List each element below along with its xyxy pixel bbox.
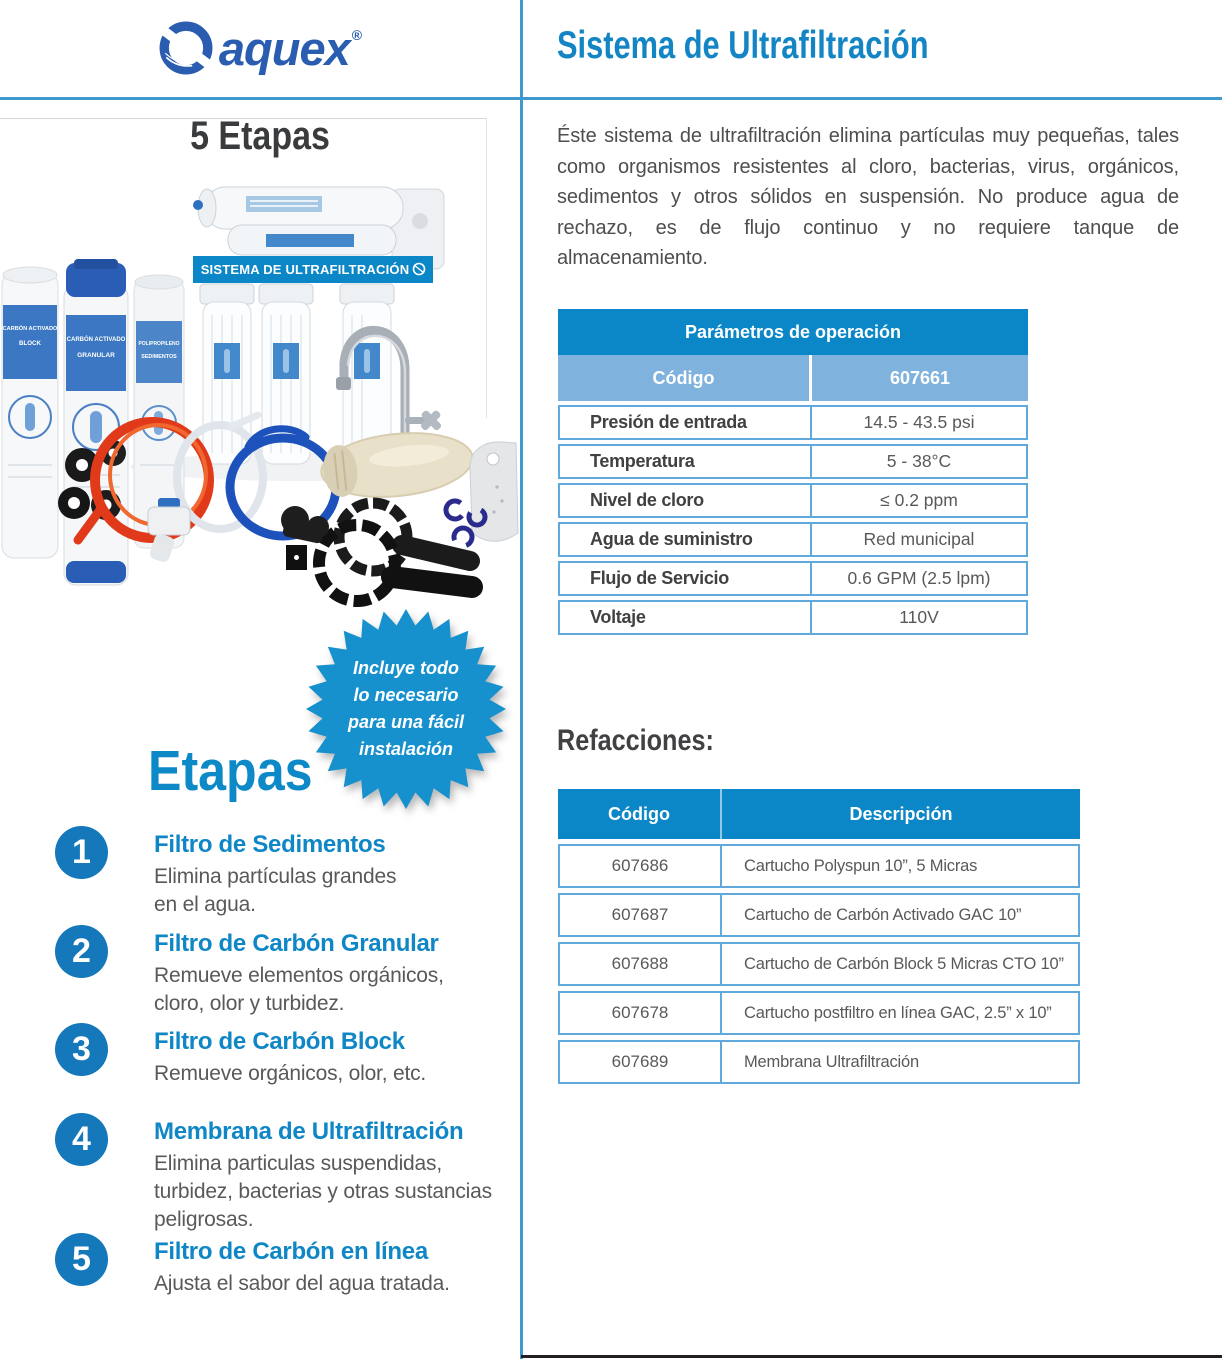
stage-5-desc-line: Ajusta el sabor del agua tratada. xyxy=(154,1272,450,1295)
spare-description: Cartucho de Carbón Block 5 Micras CTO 10” xyxy=(744,954,1064,973)
param-value: Red municipal xyxy=(863,529,975,549)
stage-1-title: Filtro de Sedimentos xyxy=(154,831,386,858)
stage-5-title: Filtro de Carbón en línea xyxy=(154,1238,428,1265)
badge-line-3: para una fácil xyxy=(347,712,465,732)
spares-row xyxy=(558,1040,1080,1084)
spares-row xyxy=(558,991,1080,1035)
params-row xyxy=(558,561,1028,596)
stage-1-desc-line: Elimina partículas grandes xyxy=(154,865,397,888)
params-row xyxy=(558,444,1028,479)
stage-item-5 xyxy=(55,1233,450,1298)
spares-row xyxy=(558,893,1080,937)
registered-mark: ® xyxy=(351,27,363,43)
accessory-membrane-bag xyxy=(318,426,476,504)
stages-heading: Etapas xyxy=(148,739,313,803)
header-divider-line xyxy=(0,97,1222,100)
param-label: Temperatura xyxy=(560,446,812,477)
cartridge-carbon-block xyxy=(2,267,58,558)
stage-1-desc-line: en el agua. xyxy=(154,893,256,916)
page-bottom-bar xyxy=(521,1355,1222,1358)
stage-3-desc-line: Remueve orgánicos, olor, etc. xyxy=(154,1062,427,1085)
spare-description: Cartucho Polyspun 10”, 5 Micras xyxy=(744,856,978,875)
included-badge xyxy=(303,606,509,812)
column-divider-line xyxy=(520,0,523,1359)
stage-item-2 xyxy=(55,925,444,1018)
cartridge-1-label-line1: CARBÓN ACTIVADO xyxy=(2,326,58,332)
cartridge-carbon-granular xyxy=(64,259,128,585)
stage-3-number-badge: 3 xyxy=(55,1023,108,1076)
stage-2-title: Filtro de Carbón Granular xyxy=(154,930,439,957)
spares-row xyxy=(558,942,1080,986)
spares-col-desc: Descripción xyxy=(849,803,953,824)
product-photo xyxy=(0,165,520,670)
param-label: Flujo de Servicio xyxy=(560,563,812,594)
accessory-square-gasket xyxy=(286,545,307,570)
stage-4-number-badge: 4 xyxy=(55,1113,108,1166)
stage-item-4 xyxy=(55,1113,492,1234)
badge-line-2: lo necesario xyxy=(353,685,459,705)
stage-2-number-badge: 2 xyxy=(55,925,108,978)
cartridge-2-label-line1: CARBÓN ACTIVADO xyxy=(66,337,126,343)
params-row xyxy=(558,483,1028,518)
param-value: ≤ 0.2 ppm xyxy=(880,490,958,510)
spare-code: 607688 xyxy=(560,944,722,984)
param-value: 110V xyxy=(899,607,939,627)
unit-banner-label: SISTEMA DE ULTRAFILTRACIÓN xyxy=(200,262,410,277)
stage-4-desc-line: peligrosas. xyxy=(154,1208,254,1231)
spare-description: Membrana Ultrafiltración xyxy=(744,1052,919,1071)
params-code-label: Código xyxy=(558,355,812,401)
cartridge-3-label-line1: POLIPROPILENO xyxy=(138,341,180,347)
params-row xyxy=(558,405,1028,440)
accessory-valve xyxy=(148,498,190,563)
intro-paragraph: Éste sistema de ultrafiltración elimina partículas muy pequeñas, tales como organismos resistentes al cloro, bacterias, virus, orgánicos, sedimentos y otros sólidos en suspensión. No produce agua de rechazo, es de flujo continuo y no requiere tanque de almacenamiento. xyxy=(557,125,1179,269)
spares-table-header xyxy=(558,789,1080,839)
stage-3-title: Filtro de Carbón Block xyxy=(154,1028,405,1055)
stage-2-desc-line: Remueve elementos orgánicos, xyxy=(154,964,444,987)
badge-line-4: instalación xyxy=(358,739,454,759)
spares-heading: Refacciones: xyxy=(557,724,714,757)
spare-code: 607678 xyxy=(560,993,722,1033)
param-value: 0.6 GPM (2.5 lpm) xyxy=(847,568,991,588)
stage-5-number-badge: 5 xyxy=(55,1233,108,1286)
stage-item-3 xyxy=(55,1023,426,1088)
stages-count-title: 5 Etapas xyxy=(190,114,330,158)
stage-4-desc-line: turbidez, bacterias y otras sustancias xyxy=(154,1180,492,1203)
param-label: Presión de entrada xyxy=(560,407,812,438)
cartridge-3-label-line2: SEDIMENTOS xyxy=(141,354,177,360)
cartridge-2-label-line2: GRANULAR xyxy=(77,352,115,359)
params-code-value: 607661 xyxy=(889,367,951,388)
spares-col-code: Código xyxy=(558,789,722,839)
cartridge-1-label-line2: BLOCK xyxy=(19,340,41,347)
params-row xyxy=(558,600,1028,635)
aquex-swoosh-icon xyxy=(158,20,214,76)
stage-item-1 xyxy=(55,826,396,919)
brand-name: aquex xyxy=(218,21,350,75)
operation-parameters-table xyxy=(558,309,1028,635)
spare-code: 607686 xyxy=(560,846,722,886)
spare-code: 607689 xyxy=(560,1042,722,1082)
params-row xyxy=(558,522,1028,557)
params-table-title: Parámetros de operación xyxy=(558,309,1028,355)
stage-1-number-badge: 1 xyxy=(55,826,108,879)
param-value: 14.5 - 43.5 psi xyxy=(863,412,975,432)
spare-description: Cartucho de Carbón Activado GAC 10” xyxy=(744,905,1022,924)
brand-logo xyxy=(0,20,520,76)
included-badge-text xyxy=(303,606,509,812)
stage-4-title: Membrana de Ultrafiltración xyxy=(154,1118,464,1145)
params-code-row xyxy=(558,355,1028,401)
badge-line-1: Incluye todo xyxy=(352,658,459,678)
param-label: Nivel de cloro xyxy=(560,485,812,516)
stage-4-desc-line: Elimina particulas suspendidas, xyxy=(154,1152,442,1175)
param-label: Voltaje xyxy=(560,602,812,633)
spares-row xyxy=(558,844,1080,888)
spares-table xyxy=(558,789,1080,1084)
stage-2-desc-line: cloro, olor y turbidez. xyxy=(154,992,345,1015)
param-label: Agua de suministro xyxy=(560,524,812,555)
spare-description: Cartucho postfiltro en línea GAC, 2.5” x 10” xyxy=(744,1003,1052,1022)
param-value: 5 - 38°C xyxy=(886,451,952,471)
page-title: Sistema de Ultrafiltración xyxy=(557,24,929,67)
spare-code: 607687 xyxy=(560,895,722,935)
